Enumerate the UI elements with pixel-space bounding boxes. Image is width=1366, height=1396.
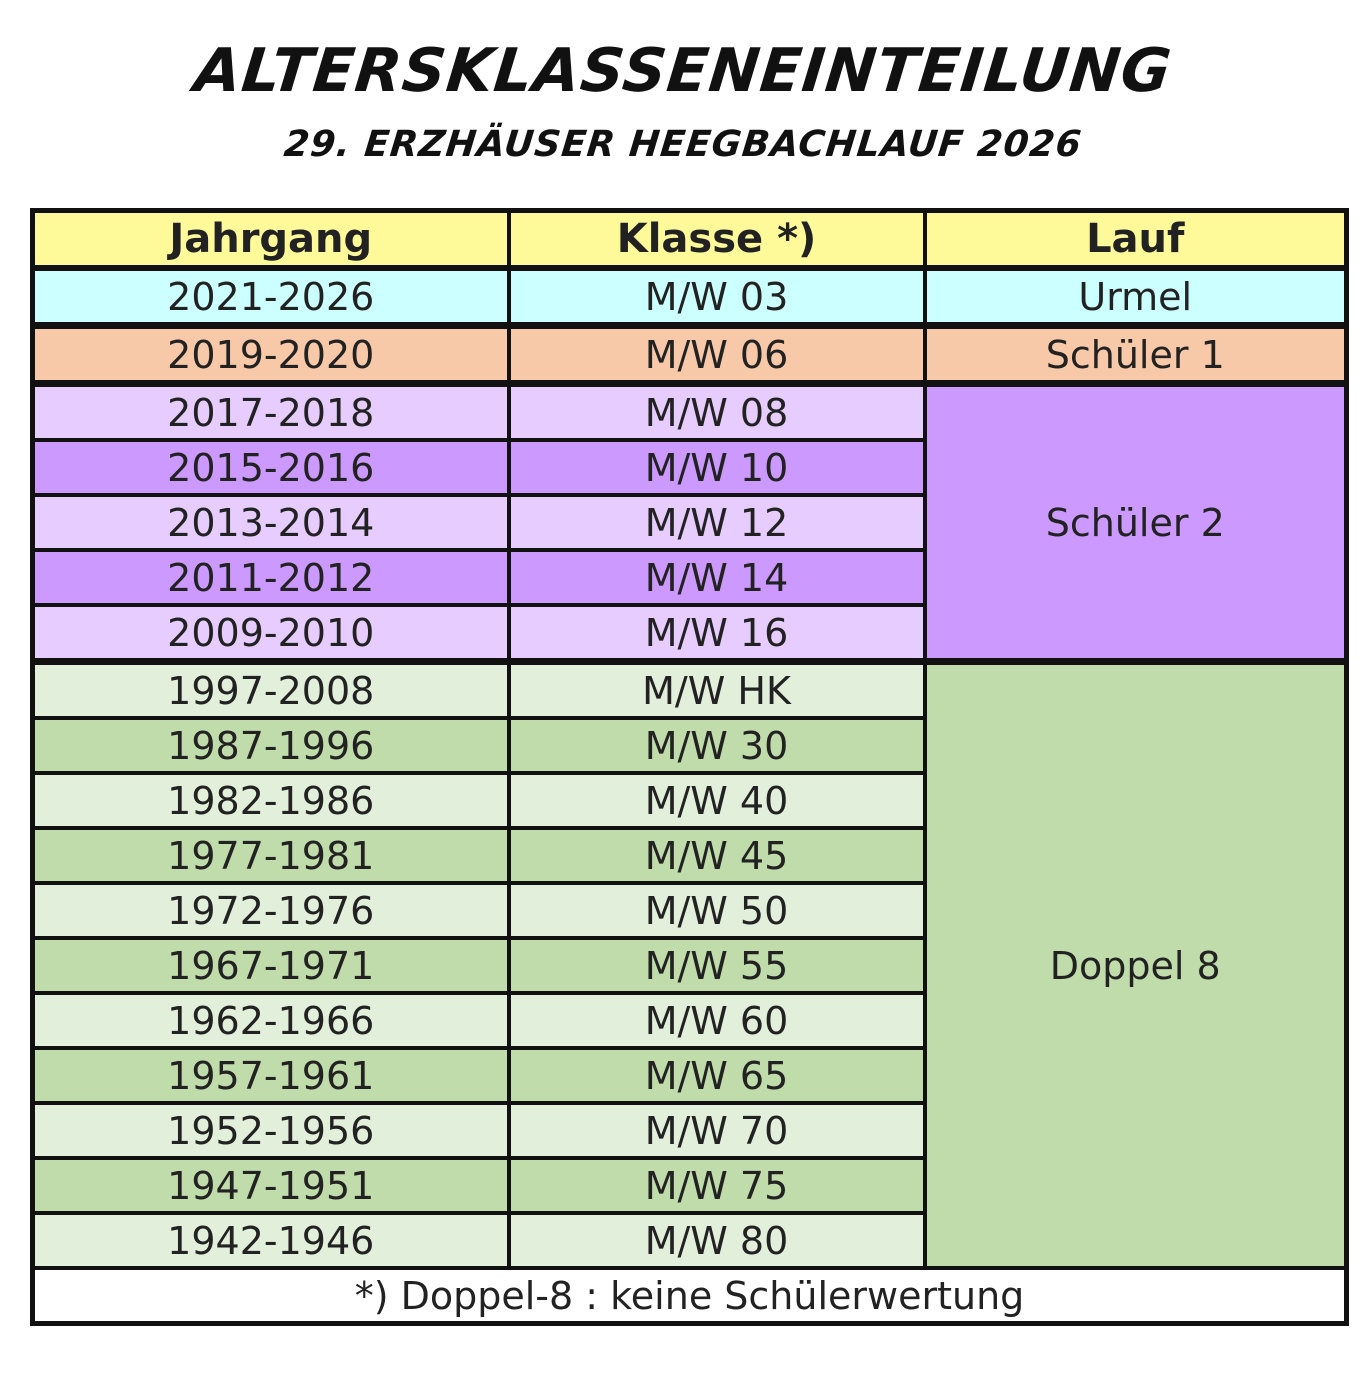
- jahrgang-cell: 1957-1961: [33, 1048, 509, 1103]
- jahrgang-cell: 1997-2008: [33, 662, 509, 719]
- jahrgang-cell: 2013-2014: [33, 495, 509, 550]
- klasse-cell: M/W 50: [509, 883, 925, 938]
- jahrgang-cell: 1977-1981: [33, 828, 509, 883]
- footnote: *) Doppel-8 : keine Schülerwertung: [33, 1268, 1347, 1324]
- jahrgang-cell: 1952-1956: [33, 1103, 509, 1158]
- klasse-cell: M/W 14: [509, 550, 925, 605]
- table-header-row: [33, 211, 1347, 269]
- lauf-cell-schueler2: Schüler 2: [925, 384, 1347, 662]
- jahrgang-cell: 2009-2010: [33, 605, 509, 662]
- klasse-cell: M/W 03: [509, 268, 925, 326]
- jahrgang-cell: 2011-2012: [33, 550, 509, 605]
- table-row: [33, 326, 1347, 384]
- klasse-cell: M/W 45: [509, 828, 925, 883]
- jahrgang-cell: 1942-1946: [33, 1213, 509, 1268]
- page-title: ALTERSKLASSENEINTEILUNG: [191, 36, 1175, 106]
- table-row: [33, 662, 1347, 719]
- klasse-cell: M/W 16: [509, 605, 925, 662]
- jahrgang-cell: 2015-2016: [33, 440, 509, 495]
- klasse-cell: M/W 60: [509, 993, 925, 1048]
- klasse-cell: M/W 12: [509, 495, 925, 550]
- klasse-cell: M/W 70: [509, 1103, 925, 1158]
- jahrgang-cell: 2017-2018: [33, 384, 509, 441]
- klasse-cell: M/W 30: [509, 718, 925, 773]
- jahrgang-cell: 1967-1971: [33, 938, 509, 993]
- lauf-cell-doppel8: Doppel 8: [925, 662, 1347, 1269]
- jahrgang-cell: 2019-2020: [33, 326, 509, 384]
- klasse-cell: M/W 08: [509, 384, 925, 441]
- jahrgang-cell: 1947-1951: [33, 1158, 509, 1213]
- lauf-cell-urmel: Urmel: [925, 268, 1347, 326]
- footnote-row: [33, 1268, 1347, 1324]
- jahrgang-cell: 1962-1966: [33, 993, 509, 1048]
- column-header-jahrgang: Jahrgang: [33, 211, 509, 269]
- klasse-cell: M/W 80: [509, 1213, 925, 1268]
- jahrgang-cell: 1972-1976: [33, 883, 509, 938]
- klasse-cell: M/W 06: [509, 326, 925, 384]
- column-header-lauf: Lauf: [925, 211, 1347, 269]
- klasse-cell: M/W 55: [509, 938, 925, 993]
- jahrgang-cell: 1982-1986: [33, 773, 509, 828]
- klasse-cell: M/W HK: [509, 662, 925, 719]
- column-header-klasse: Klasse *): [509, 211, 925, 269]
- klasse-cell: M/W 40: [509, 773, 925, 828]
- klasse-cell: M/W 10: [509, 440, 925, 495]
- klasse-cell: M/W 65: [509, 1048, 925, 1103]
- jahrgang-cell: 1987-1996: [33, 718, 509, 773]
- page-subtitle: 29. ERZHÄUSER HEEGBACHLAUF 2026: [282, 124, 1084, 165]
- lauf-cell-schueler1: Schüler 1: [925, 326, 1347, 384]
- table-row: [33, 384, 1347, 441]
- klasse-cell: M/W 75: [509, 1158, 925, 1213]
- table-row: [33, 268, 1347, 326]
- jahrgang-cell: 2021-2026: [33, 268, 509, 326]
- age-class-table: [30, 208, 1349, 1326]
